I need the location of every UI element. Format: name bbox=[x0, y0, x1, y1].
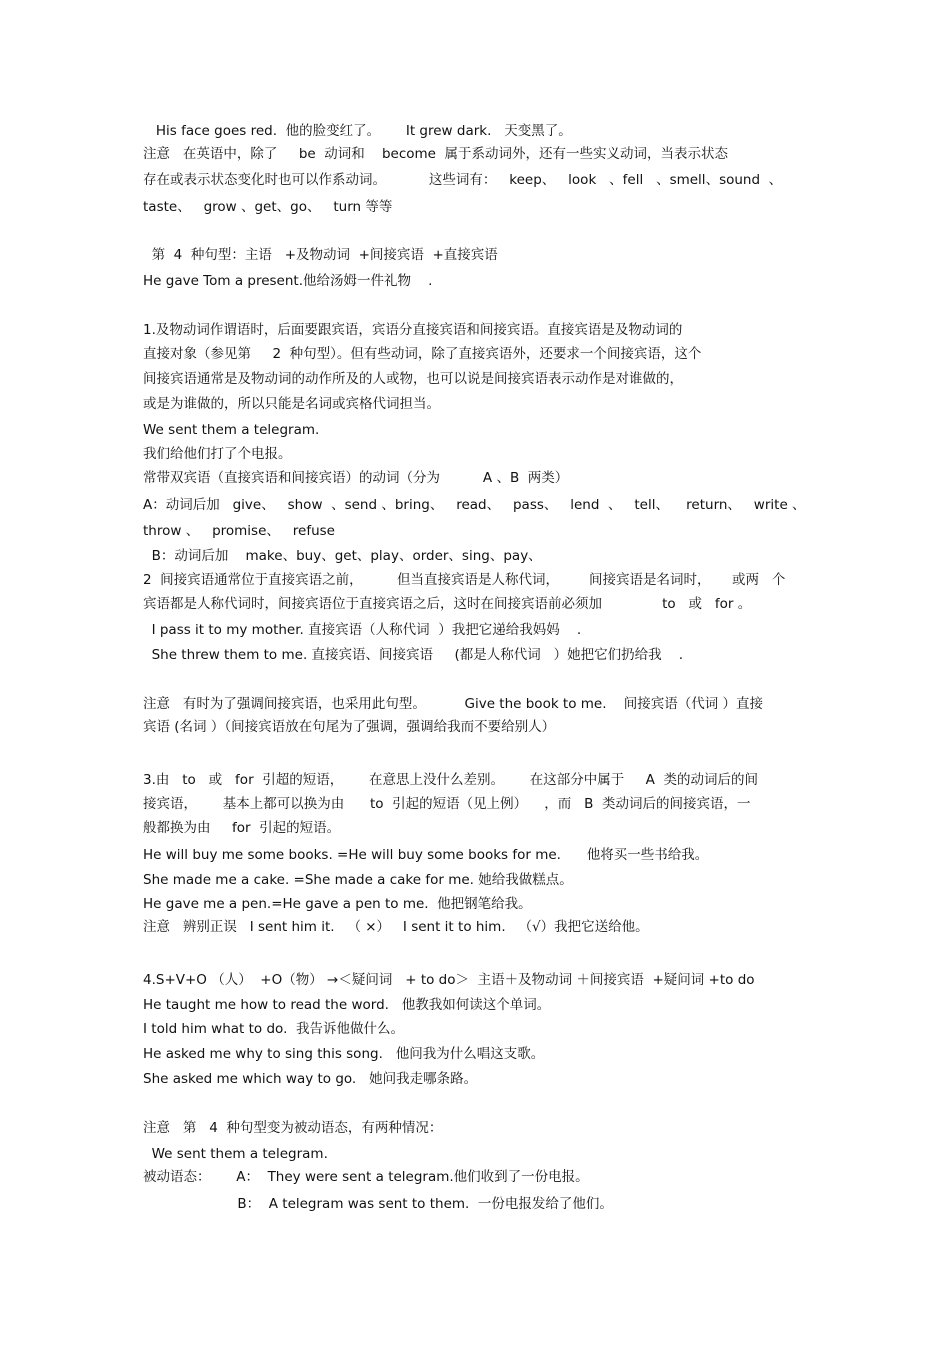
text-line: 4.S+V+O （人） +O（物） →＜疑问词 + to do＞ 主语＋及物动词 ＋间接宾语 +疑问词 +to do bbox=[143, 972, 755, 988]
text-line: taste、 grow 、get、go、 turn 等等 bbox=[143, 199, 393, 215]
text-line: A：动词后加 give、 show 、send 、bring、 read、 pass、 lend 、 tell、 return、 write 、 bbox=[143, 497, 806, 513]
text-line: 1.及物动词作谓语时，后面要跟宾语，宾语分直接宾语和间接宾语。直接宾语是及物动词的 bbox=[143, 322, 683, 338]
text-line: 注意 辨别正误 I sent him it. （ ×） I sent it to him. （√）我把它送给他。 bbox=[143, 919, 649, 935]
text-line: She threw them to me. 直接宾语、间接宾语 (都是人称代词 ）她把它们扔给我 . bbox=[143, 647, 684, 663]
text-line: 被动语态： A： They were sent a telegram.他们收到了一份电报。 bbox=[143, 1169, 589, 1185]
text-line: 或是为谁做的，所以只能是名词或宾格代词担当。 bbox=[143, 396, 440, 412]
text-line: 我们给他们打了个电报。 bbox=[143, 446, 292, 462]
text-line: I pass it to my mother. 直接宾语（人称代词 ）我把它递给我妈妈 . bbox=[143, 622, 582, 638]
text-line: His face goes red. 他的脸变红了。 It grew dark. 天变黑了。 bbox=[143, 123, 572, 139]
text-line: B： A telegram was sent to them. 一份电报发给了他们。 bbox=[143, 1196, 613, 1212]
text-line: 注意 在英语中，除了 be 动词和 become 属于系动词外，还有一些实义动词，当表示状态 bbox=[143, 146, 729, 162]
text-line: 常带双宾语（直接宾语和间接宾语）的动词（分为 A 、B 两类） bbox=[143, 470, 569, 486]
text-line: 3.由 to 或 for 引超的短语， 在意思上没什么差别。 在这部分中属于 A 类的动词后的间 bbox=[143, 772, 758, 788]
text-line: 2 间接宾语通常位于直接宾语之前， 但当直接宾语是人称代词， 间接宾语是名词时， 或两 个 bbox=[143, 572, 786, 588]
text-line: B：动词后加 make、buy、get、play、order、sing、pay、 bbox=[143, 548, 542, 564]
text-line: 宾语 (名词 ）（间接宾语放在句尾为了强调，强调给我而不要给别人） bbox=[143, 719, 556, 735]
text-line: He will buy me some books. =He will buy some books for me. 他将买一些书给我。 bbox=[143, 847, 709, 863]
text-line: throw 、 promise、 refuse bbox=[143, 523, 335, 539]
text-line: She made me a cake. =She made a cake for me. 她给我做糕点。 bbox=[143, 872, 573, 888]
text-line: We sent them a telegram. bbox=[143, 1146, 328, 1162]
text-line: 接宾语， 基本上都可以换为由 to 引起的短语（见上例） ，而 B 类动词后的间接宾语，一 bbox=[143, 796, 751, 812]
text-line: I told him what to do. 我告诉他做什么。 bbox=[143, 1021, 404, 1037]
text-line: 间接宾语通常是及物动词的动作所及的人或物，也可以说是间接宾语表示动作是对谁做的， bbox=[143, 371, 683, 387]
text-line: He asked me why to sing this song. 他问我为什么唱这支歌。 bbox=[143, 1046, 545, 1062]
section-heading: 第 4 种句型：主语 +及物动词 +间接宾语 +直接宾语 bbox=[143, 247, 498, 263]
text-line: He taught me how to read the word. 他教我如何读这个单词。 bbox=[143, 997, 551, 1013]
text-line: 注意 第 4 种句型变为被动语态，有两种情况： bbox=[143, 1120, 443, 1136]
text-line: She asked me which way to go. 她问我走哪条路。 bbox=[143, 1071, 478, 1087]
text-line: 直接对象（参见第 2 种句型）。但有些动词，除了直接宾语外，还要求一个间接宾语，这个 bbox=[143, 346, 702, 362]
text-line: He gave me a pen.=He gave a pen to me. 他把钢笔给我。 bbox=[143, 896, 532, 912]
text-line: 宾语都是人称代词时，间接宾语位于直接宾语之后，这时在间接宾语前必须加 to 或 for 。 bbox=[143, 596, 752, 612]
text-line: 般都换为由 for 引起的短语。 bbox=[143, 820, 341, 836]
text-line: 注意 有时为了强调间接宾语，也采用此句型。 Give the book to me. 间接宾语（代词 ）直接 bbox=[143, 696, 763, 712]
text-line: He gave Tom a present.他给汤姆一件礼物 . bbox=[143, 273, 433, 289]
text-line: We sent them a telegram. bbox=[143, 422, 320, 438]
text-line: 存在或表示状态变化时也可以作系动词。 这些词有： keep、 look 、fell 、smell、sound 、 bbox=[143, 172, 783, 188]
